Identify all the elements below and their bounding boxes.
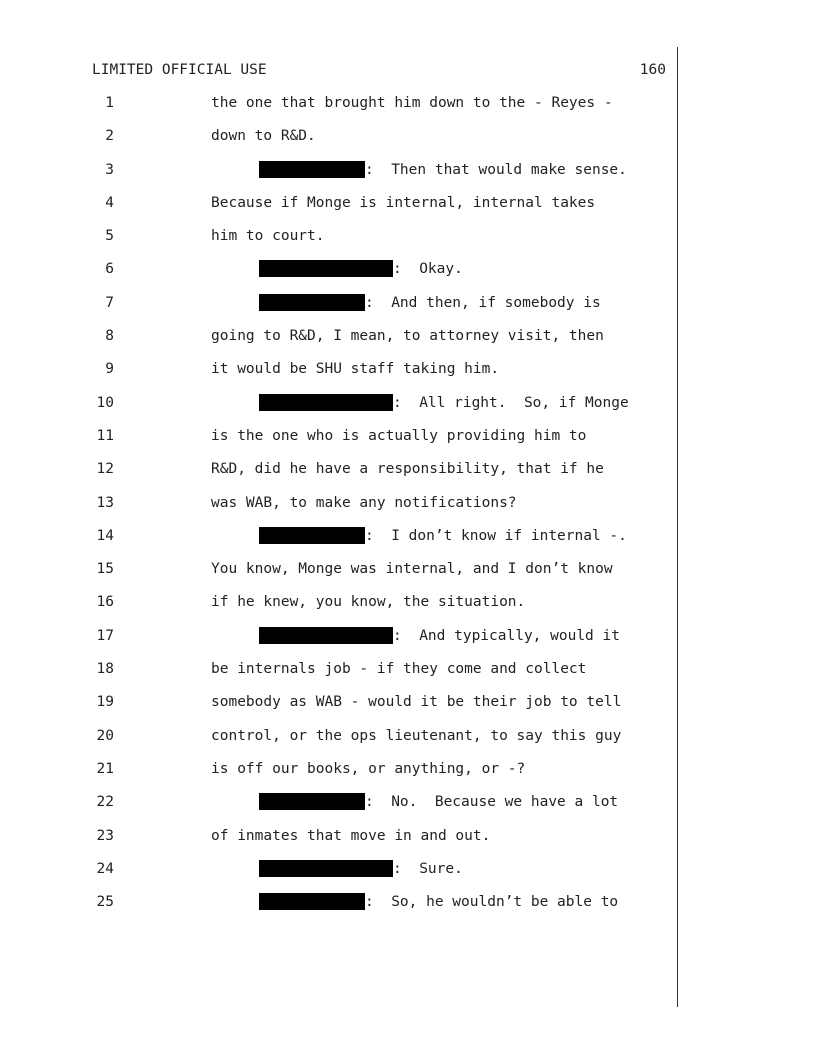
line-text: : All right. So, if Monge: [393, 394, 629, 411]
line-text: of inmates that move in and out.: [211, 827, 491, 844]
line-text: him to court.: [211, 228, 325, 245]
line-number: 25: [96, 894, 114, 911]
line-number: 18: [96, 661, 114, 678]
line-number: 12: [96, 461, 114, 478]
transcript-line: [0, 292, 816, 325]
transcript-line: [0, 125, 816, 158]
line-number: 20: [96, 727, 114, 744]
line-text: it would be SHU staff taking him.: [211, 361, 500, 378]
line-text: is off our books, or anything, or -?: [211, 760, 526, 777]
line-number: 13: [96, 494, 114, 511]
line-text: : I don’t know if internal -.: [365, 527, 627, 544]
line-number: 22: [96, 794, 114, 811]
line-text: : No. Because we have a lot: [365, 794, 619, 811]
line-text: : And then, if somebody is: [365, 294, 601, 311]
line-number: 7: [105, 294, 114, 311]
line-text: : Okay.: [393, 261, 463, 278]
line-number: 15: [96, 561, 114, 578]
transcript-line: [0, 825, 816, 858]
redacted-speaker-name: [259, 394, 393, 411]
line-number: 17: [96, 627, 114, 644]
redacted-speaker-name: [259, 627, 393, 644]
line-number: 4: [105, 194, 114, 211]
redacted-speaker-name: [259, 527, 365, 544]
line-number: 24: [96, 860, 114, 877]
transcript-body: [0, 92, 816, 924]
line-text: control, or the ops lieutenant, to say this guy: [211, 727, 622, 744]
page-number: 160: [639, 62, 666, 78]
line-number: 9: [105, 361, 114, 378]
line-number: 1: [105, 95, 114, 111]
classification-header: LIMITED OFFICIAL USE: [92, 62, 267, 78]
speaker-line-text: [259, 791, 618, 814]
transcript-line: [0, 225, 816, 258]
line-number: 10: [96, 394, 114, 411]
line-number: 16: [96, 594, 114, 611]
speaker-line-text: [259, 258, 463, 281]
line-text: : And typically, would it: [393, 627, 620, 644]
transcript-line: [0, 725, 816, 758]
line-number: 8: [105, 328, 114, 345]
line-text: R&D, did he have a responsibility, that if he: [211, 461, 604, 478]
speaker-line-text: [259, 525, 627, 548]
speaker-line-text: [259, 891, 618, 914]
transcript-line: [0, 625, 816, 658]
line-number: 23: [96, 827, 114, 844]
transcript-line: [0, 392, 816, 425]
line-text: : So, he wouldn’t be able to: [365, 894, 619, 911]
line-text: is the one who is actually providing him to: [211, 427, 587, 444]
line-number: 19: [96, 694, 114, 711]
line-text: down to R&D.: [211, 128, 316, 145]
line-text: : Sure.: [393, 860, 463, 877]
redacted-speaker-name: [259, 860, 393, 877]
transcript-line: [0, 192, 816, 225]
transcript-line: [0, 92, 816, 125]
redacted-speaker-name: [259, 893, 365, 910]
redacted-speaker-name: [259, 161, 365, 178]
transcript-line: [0, 425, 816, 458]
transcript-line: [0, 791, 816, 824]
line-number: 6: [105, 261, 114, 278]
line-text: Because if Monge is internal, internal takes: [211, 194, 596, 211]
line-number: 11: [96, 427, 114, 444]
speaker-line-text: [259, 858, 463, 881]
transcript-line: [0, 159, 816, 192]
line-number: 3: [105, 161, 114, 178]
speaker-line-text: [259, 625, 620, 648]
redacted-speaker-name: [259, 260, 393, 277]
speaker-line-text: [259, 292, 601, 315]
line-text: be internals job - if they come and collect: [211, 661, 587, 678]
line-number: 5: [105, 228, 114, 245]
transcript-line: [0, 358, 816, 391]
transcript-line: [0, 558, 816, 591]
transcript-line: [0, 891, 816, 924]
line-number: 2: [105, 128, 114, 145]
line-text: You know, Monge was internal, and I don’t know: [211, 561, 613, 578]
transcript-line: [0, 258, 816, 291]
transcript-line: [0, 492, 816, 525]
redacted-speaker-name: [259, 793, 365, 810]
line-number: 21: [96, 760, 114, 777]
speaker-line-text: [259, 159, 627, 182]
redacted-speaker-name: [259, 294, 365, 311]
transcript-line: [0, 525, 816, 558]
transcript-line: [0, 858, 816, 891]
speaker-line-text: [259, 392, 629, 415]
transcript-line: [0, 658, 816, 691]
line-text: somebody as WAB - would it be their job to tell: [211, 694, 622, 711]
line-text: going to R&D, I mean, to attorney visit, then: [211, 328, 604, 345]
transcript-line: [0, 591, 816, 624]
transcript-line: [0, 458, 816, 491]
transcript-line: [0, 325, 816, 358]
transcript-line: [0, 758, 816, 791]
line-text: was WAB, to make any notifications?: [211, 494, 517, 511]
line-text: : Then that would make sense.: [365, 161, 627, 178]
line-text: if he knew, you know, the situation.: [211, 594, 526, 611]
line-number: 14: [96, 527, 114, 544]
transcript-line: [0, 691, 816, 724]
line-text: the one that brought him down to the - Reyes -: [211, 95, 613, 111]
